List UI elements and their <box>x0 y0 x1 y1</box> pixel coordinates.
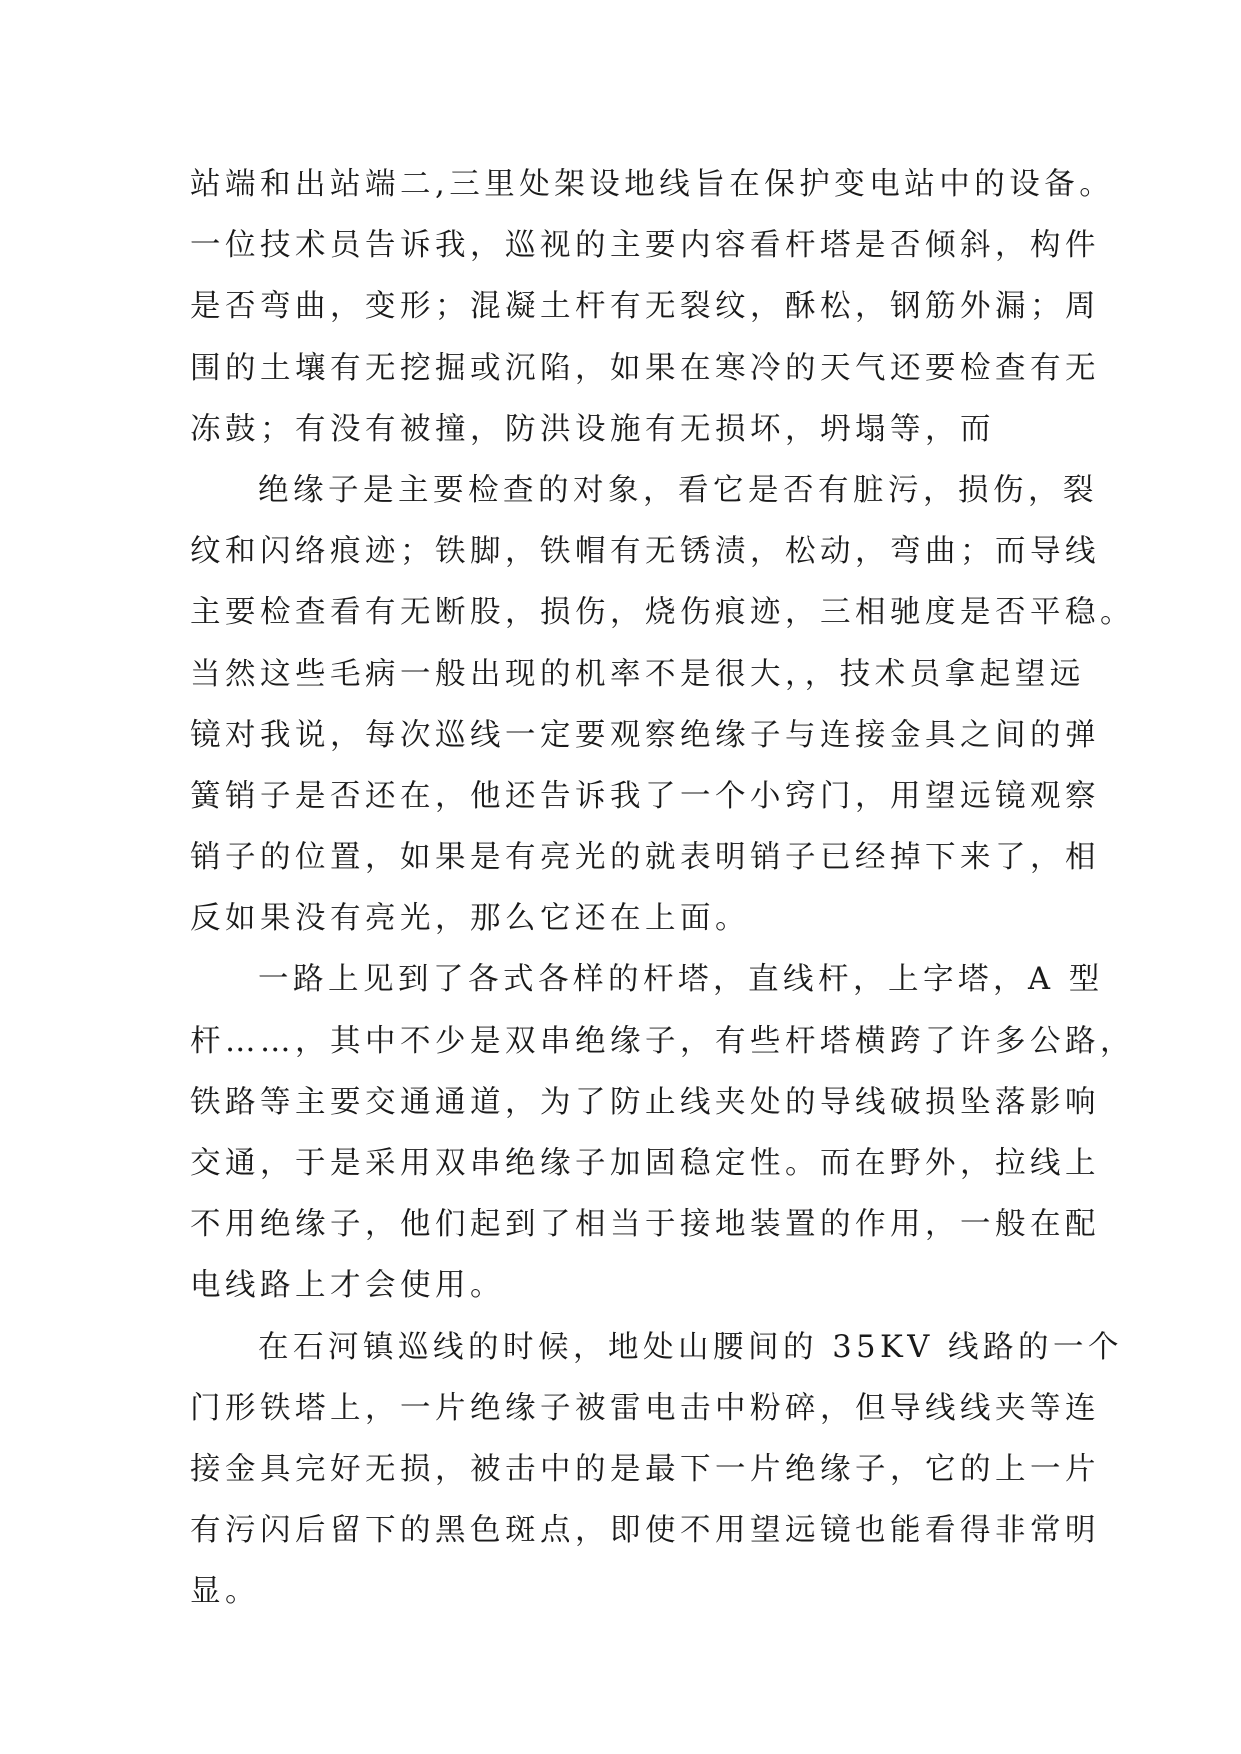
paragraph-first-line: 在石河镇巡线的时候，地处山腰间的 35KV 线路的一个 <box>258 1329 1124 1365</box>
text-line: 门形铁塔上，一片绝缘子被雷电击中粉碎，但导线线夹等连 <box>190 1390 1100 1426</box>
text-line: 铁路等主要交通通道，为了防止线夹处的导线破损坠落影响 <box>190 1084 1100 1120</box>
text-line: 不用绝缘子，他们起到了相当于接地装置的作用，一般在配 <box>190 1207 1100 1243</box>
text-line: 主要检查看有无断股，损伤，烧伤痕迹，三相驰度是否平稳。 <box>190 595 1135 631</box>
paragraph-first-line: 一路上见到了各式各样的杆塔，直线杆，上字塔，A 型 <box>258 962 1104 998</box>
text-line: 站端和出站端二,三里处架设地线旨在保护变电站中的设备。 <box>190 167 1115 202</box>
text-line: 接金具完好无损，被击中的是最下一片绝缘子，它的上一片 <box>190 1451 1100 1487</box>
text-line: 交通，于是采用双串绝缘子加固稳定性。而在野外，拉线上 <box>190 1146 1100 1181</box>
text-line: 簧销子是否还在，他还告诉我了一个小窍门，用望远镜观察 <box>190 778 1100 814</box>
text-line: 是否弯曲，变形；混凝土杆有无裂纹，酥松，钢筋外漏；周 <box>190 289 1100 325</box>
paragraph-first-line: 绝缘子是主要检查的对象，看它是否有脏污，损伤，裂 <box>258 472 1098 508</box>
document-body <box>190 154 1135 1623</box>
text-line: 杆……，其中不少是双串绝缘子，有些杆塔横跨了许多公路， <box>190 1023 1135 1059</box>
text-line: 电线路上才会使用。 <box>190 1268 505 1304</box>
text-line: 围的土壤有无挖掘或沉陷，如果在寒冷的天气还要检查有无 <box>190 350 1100 386</box>
text-line: 显。 <box>190 1574 260 1610</box>
text-line: 有污闪后留下的黑色斑点，即使不用望远镜也能看得非常明 <box>190 1513 1100 1549</box>
text-line: 反如果没有亮光，那么它还在上面。 <box>190 901 750 937</box>
text-line: 冻鼓；有没有被撞，防洪设施有无损坏，坍塌等，而 <box>190 411 995 447</box>
text-line: 当然这些毛病一般出现的机率不是很大，，技术员拿起望远 <box>190 656 1085 692</box>
text-line: 销子的位置，如果是有亮光的就表明销子已经掉下来了，相 <box>190 840 1100 876</box>
text-line: 纹和闪络痕迹；铁脚，铁帽有无锈渍，松动，弯曲；而导线 <box>190 534 1100 570</box>
text-line: 一位技术员告诉我，巡视的主要内容看杆塔是否倾斜，构件 <box>190 228 1100 264</box>
text-line: 镜对我说，每次巡线一定要观察绝缘子与连接金具之间的弹 <box>190 717 1100 753</box>
